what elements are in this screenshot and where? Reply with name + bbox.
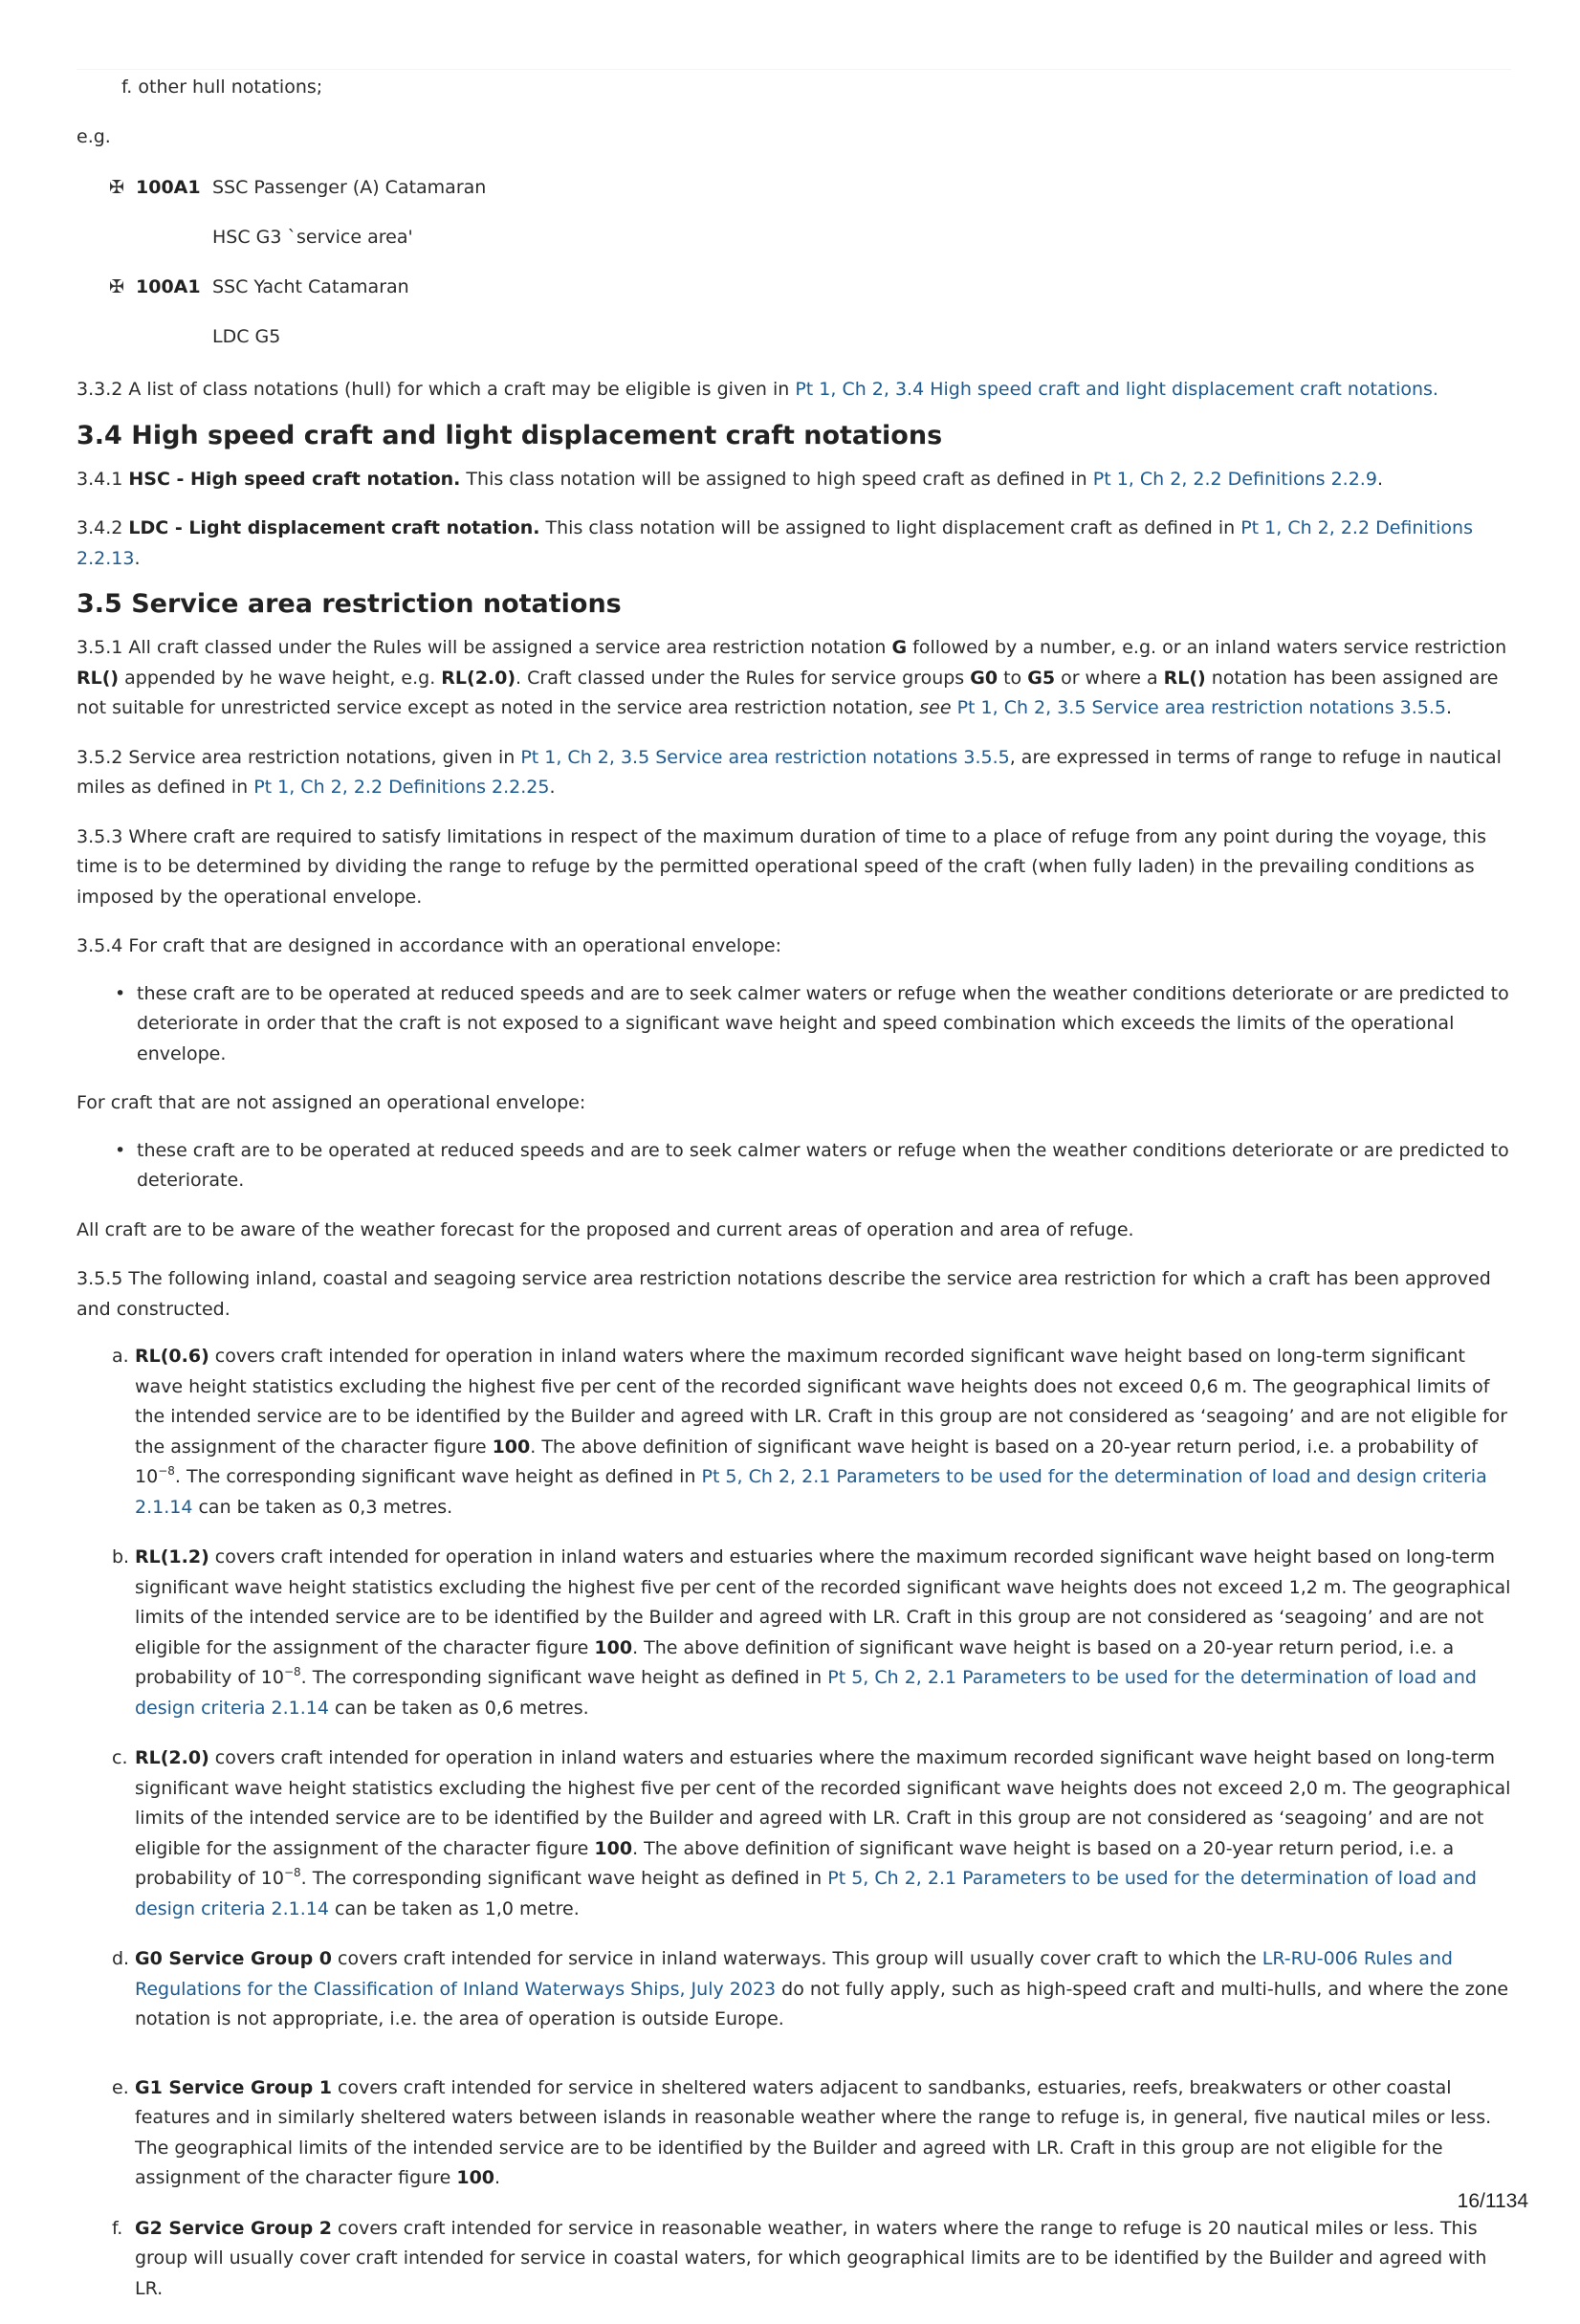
maltese-cross-icon: ✠ xyxy=(109,177,124,198)
link-pt5-ch2-2-1-14[interactable]: Pt 5, Ch 2, 2.1 Parameters to be used for the determination of load and design criteria 2.1.14 xyxy=(135,1868,1477,1919)
list-item: • these craft are to be operated at reduced speeds and are to seek calmer waters or refuge when the weather conditions deteriorate or are predicted to deteriorate. xyxy=(137,1136,1511,1196)
paragraph-3-5-2: 3.5.2 Service area restriction notations, given in Pt 1, Ch 2, 3.5 Service area restriction notations 3.5.5, are expressed in terms of range to refuge in nautical miles as defined in Pt 1, Ch 2, 2.2 Definitions 2.2.25. xyxy=(77,746,1502,798)
paragraph-not-assigned: For craft that are not assigned an operational envelope: xyxy=(77,1092,586,1113)
link-pt5-ch2-2-1-14[interactable]: Pt 5, Ch 2, 2.1 Parameters to be used for the determination of load and design criteria 2.1.14 xyxy=(135,1466,1487,1518)
list-marker: c. xyxy=(112,1747,128,1768)
heading-3-4: 3.4 High speed craft and light displacement craft notations xyxy=(77,420,943,450)
notation-row xyxy=(109,173,1511,203)
bullet-list xyxy=(77,1136,1511,1196)
notation-row xyxy=(109,273,1511,302)
notation-text: SSC Passenger (A) Catamaran xyxy=(212,177,487,198)
list-marker: a. xyxy=(112,1346,129,1367)
link-3-5-5[interactable]: Pt 1, Ch 2, 3.5 Service area restriction notations 3.5.5 xyxy=(520,746,1010,768)
link-lr-ru-006[interactable]: LR-RU-006 Rules and Regulations for the Classification of Inland Waterways Ships, July 2023 xyxy=(135,1948,1453,2000)
notation-examples xyxy=(77,173,1511,352)
list-marker: d. xyxy=(112,1948,130,1969)
link-3-5-5[interactable]: Pt 1, Ch 2, 3.5 Service area restriction notations 3.5.5 xyxy=(956,697,1446,718)
list-marker: b. xyxy=(112,1546,130,1568)
link-pt1-ch2-3-4[interactable]: Pt 1, Ch 2, 3.4 High speed craft and light displacement craft notations. xyxy=(795,379,1438,400)
class-character: 100A1 xyxy=(136,276,201,297)
list-item-f: f. G2 Service Group 2 covers craft intended for service in reasonable weather, in waters where the range to refuge is 20 nautical miles or less. This group will usually cover craft intended for service in coastal waters, for which geographical limits are to be identified by the Builder and agreed with LR. xyxy=(135,2214,1511,2305)
bullet-list xyxy=(77,979,1511,1070)
list-item-a: a. RL(0.6) covers craft intended for operation in inland waters where the maximum recorded significant wave height based on long-term significant wave height statistics excluding the highest five per cent of the recorded significant wave heights does not exceed 0,6 m. The geographical limits of the intended service are to be identified by the Builder and agreed with LR. Craft in this group are not considered as ‘seagoing’ and are not eligible for the assignment of the character figure 100. The above definition of significant wave height is based on a 20-year return period, i.e. a probability of $10^{-8}$. The corresponding significant wave height as defined in Pt 5, Ch 2, 2.1 Parameters to be used for the determination of load and design criteria 2.1.14 can be taken as 0,3 metres. xyxy=(135,1342,1511,1523)
paragraph-3-4-2: 3.4.2 LDC - Light displacement craft notation. This class notation will be assigned to light displacement craft as defined in Pt 1, Ch 2, 2.2 Definitions 2.2.13. xyxy=(77,517,1473,569)
list-item-b: b. RL(1.2) covers craft intended for operation in inland waters and estuaries where the maximum recorded significant wave height based on long-term significant wave height statistics excluding the highest five per cent of the recorded significant wave heights does not exceed 1,2 m. The geographical limits of the intended service are to be identified by the Builder and agreed with LR. Craft in this group are not considered as ‘seagoing’ and are not eligible for the assignment of the character figure 100. The above definition of significant wave height is based on a 20-year return period, i.e. a probability of $10^{-8}$. The corresponding significant wave height as defined in Pt 5, Ch 2, 2.1 Parameters to be used for the determination of load and design criteria 2.1.14 can be taken as 0,6 metres. xyxy=(135,1543,1511,1723)
link-pt5-ch2-2-1-14[interactable]: Pt 5, Ch 2, 2.1 Parameters to be used for the determination of load and design criteria 2.1.14 xyxy=(135,1667,1477,1719)
list-item-c: c. RL(2.0) covers craft intended for operation in inland waters and estuaries where the maximum recorded significant wave height based on long-term significant wave height statistics excluding the highest five per cent of the recorded significant wave heights does not exceed 2,0 m. The geographical limits of the intended service are to be identified by the Builder and agreed with LR. Craft in this group are not considered as ‘seagoing’ and are not eligible for the assignment of the character figure 100. The above definition of significant wave height is based on a 20-year return period, i.e. a probability of $10^{-8}$. The corresponding significant wave height as defined in Pt 5, Ch 2, 2.1 Parameters to be used for the determination of load and design criteria 2.1.14 can be taken as 1,0 metre. xyxy=(135,1743,1511,1924)
page-number: 16/1134 xyxy=(1457,2190,1528,2212)
restriction-list xyxy=(77,1342,1511,2304)
hull-notation-item-f: f. other hull notations; xyxy=(121,77,323,98)
link-definitions-2-2-13[interactable]: Pt 1, Ch 2, 2.2 Definitions 2.2.13 xyxy=(77,517,1473,569)
list-item-d: d. G0 Service Group 0 covers craft intended for service in inland waterways. This group will usually cover craft to which the LR-RU-006 Rules and Regulations for the Classification of Inland Waterways Ships, July 2023 do not fully apply, such as high-speed craft and multi-hulls, and where the zone notation is not appropriate, i.e. the area of operation is outside Europe. xyxy=(135,1944,1511,2035)
document-page xyxy=(77,69,1511,2324)
notation-row-continued xyxy=(109,322,1511,352)
paragraph-3-5-1: 3.5.1 All craft classed under the Rules will be assigned a service area restriction notation G followed by a number, e.g. or an inland waters service restriction RL() appended by he wave height, e.g. RL(2.0). Craft classed under the Rules for service groups G0 to G5 or where a RL() notation has been assigned are not suitable for unrestricted service except as noted in the service area restriction notation, see Pt 1, Ch 2, 3.5 Service area restriction notations 3.5.5. xyxy=(77,637,1507,718)
link-definitions-2-2-25[interactable]: Pt 1, Ch 2, 2.2 Definitions 2.2.25 xyxy=(253,777,550,798)
paragraph-3-3-2: 3.3.2 A list of class notations (hull) for which a craft may be eligible is given in Pt 1, Ch 2, 3.4 High speed craft and light displacement craft notations. xyxy=(77,379,1438,400)
paragraph-3-5-4: 3.5.4 For craft that are designed in accordance with an operational envelope: xyxy=(77,935,781,956)
list-item-e: e. G1 Service Group 1 covers craft intended for service in sheltered waters adjacent to sandbanks, estuaries, reefs, breakwaters or other coastal features and in similarly sheltered waters between islands in reasonable weather where the range to refuge is, in general, five nautical miles or less. The geographical limits of the intended service are to be identified by the Builder and agreed with LR. Craft in this group are not eligible for the assignment of the character figure 100. xyxy=(135,2073,1511,2194)
paragraph-3-4-1: 3.4.1 HSC - High speed craft notation. This class notation will be assigned to high speed craft as defined in Pt 1, Ch 2, 2.2 Definitions 2.2.9. xyxy=(77,468,1383,490)
list-item: • these craft are to be operated at reduced speeds and are to seek calmer waters or refuge when the weather conditions deteriorate or are predicted to deteriorate in order that the craft is not exposed to a significant wave height and speed combination which exceeds the limits of the operational envelope. xyxy=(137,979,1511,1070)
notation-text: HSC G3 `service area' xyxy=(212,227,413,248)
heading-3-5: 3.5 Service area restriction notations xyxy=(77,589,622,619)
paragraph-3-5-5: 3.5.5 The following inland, coastal and seagoing service area restriction notations describe the service area restriction for which a craft has been approved and constructed. xyxy=(77,1268,1491,1320)
paragraph-3-5-3: 3.5.3 Where craft are required to satisfy limitations in respect of the maximum duration of time to a place of refuge from any point during the voyage, this time is to be determined by dividing the range to refuge by the permitted operational speed of the craft (when fully laden) in the prevailing conditions as imposed by the operational envelope. xyxy=(77,825,1487,908)
eg-label: e.g. xyxy=(77,125,111,147)
link-definitions-2-2-9[interactable]: Pt 1, Ch 2, 2.2 Definitions 2.2.9 xyxy=(1092,468,1377,490)
notation-text: LDC G5 xyxy=(212,326,281,347)
class-character: 100A1 xyxy=(136,177,201,198)
list-marker: f. xyxy=(112,2217,123,2239)
list-marker: e. xyxy=(112,2076,129,2098)
notation-row-continued xyxy=(109,223,1511,252)
notation-text: SSC Yacht Catamaran xyxy=(212,276,409,297)
paragraph-all-craft: All craft are to be aware of the weather forecast for the proposed and current areas of operation and area of refuge. xyxy=(77,1218,1134,1240)
maltese-cross-icon: ✠ xyxy=(109,276,124,297)
